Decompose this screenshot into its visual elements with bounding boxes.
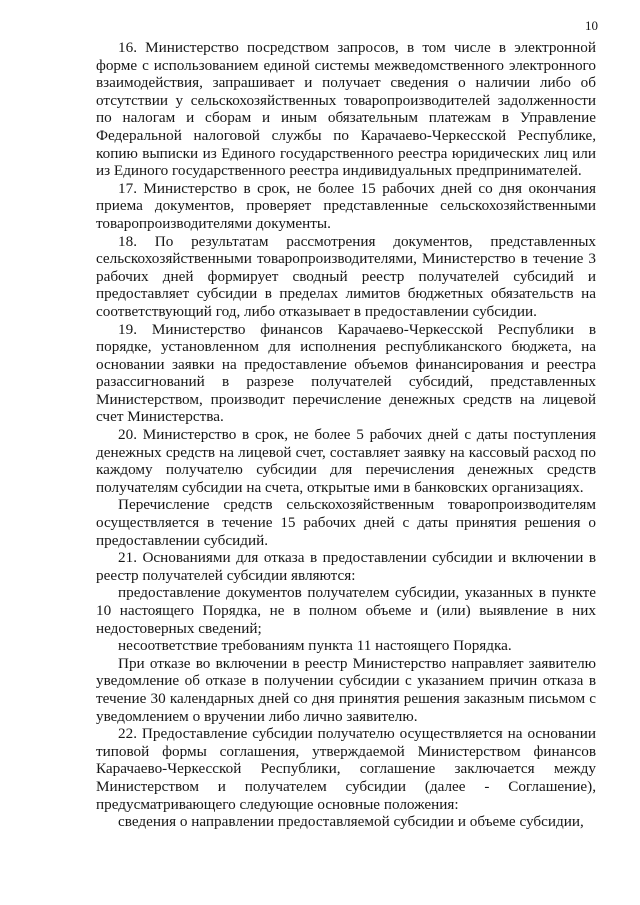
paragraph-21-item-1: предоставление документов получателем субсидии, указанных в пункте 10 настоящего Порядка, не в полном объеме и (или) выявление в них недостоверных сведений; xyxy=(96,584,596,637)
paragraph-19: 19. Министерство финансов Карачаево-Черкесской Республики в порядке, установленном для исполнения республиканского бюджета, на основании заявки на предоставление объемов финансирования и реестра разассигнований в разрезе получателей субсидий, представленных Министерством, производит перечисление денежных средств на лицевой счет Министерства. xyxy=(96,320,596,426)
paragraph-20: 20. Министерство в срок, не более 5 рабочих дней с даты поступления денежных средств на лицевой счет, составляет заявку на кассовый расход по каждому получателю субсидии для перечисления денежных средств получателям субсидии на счета, открытые ими в банковских организациях. xyxy=(96,426,596,496)
paragraph-22-item-1: сведения о направлении предоставляемой субсидии и объеме субсидии, xyxy=(118,813,584,831)
paragraph-22: 22. Предоставление субсидии получателю осуществляется на основании типовой формы соглашения, утверждаемой Министерством финансов Карачаево-Черкесской Республики, соглашение заключается между Министерством и получателем субсидии (далее - Соглашение), предусматривающего следующие основные положения: xyxy=(96,725,596,813)
paragraph-17: 17. Министерство в срок, не более 15 рабочих дней со дня окончания приема документов, проверяет представленные сельскохозяйственными товаропроизводителями документы. xyxy=(96,179,596,232)
paragraph-21-refusal: При отказе во включении в реестр Министерство направляет заявителю уведомление об отказе в получении субсидии с указанием причин отказа в течение 30 календарных дней со дня принятия решения заказным письмом с уведомлением о вручении либо лично заявителю. xyxy=(96,654,596,725)
paragraph-18: 18. По результатам рассмотрения документов, представленных сельскохозяйственными товаропроизводителями, Министерство в течение 3 рабочих дней формирует сводный реестр получателей субсидий и предоставляет субсидии в пределах лимитов бюджетных обязательств на соответствующий год, либо отказывает в предоставлении субсидии. xyxy=(96,232,596,320)
paragraph-21: 21. Основаниями для отказа в предоставлении субсидии и включении в реестр получателей субсидии являются: xyxy=(96,549,596,584)
document-body xyxy=(96,39,596,831)
paragraph-20-transfer: Перечисление средств сельскохозяйственным товаропроизводителям осуществляется в течение 15 рабочих дней с даты принятия решения о предоставлении субсидий. xyxy=(96,496,596,549)
page-number: 10 xyxy=(585,18,598,33)
paragraph-21-item-2: несоответствие требованиям пункта 11 настоящего Порядка. xyxy=(118,637,512,655)
paragraph-16: 16. Министерство посредством запросов, в том числе в электронной форме с использованием единой системы межведомственного электронного взаимодействия, запрашивает и получает сведения о наличии либо об отсутствии у сельскохозяйственных товаропроизводителей задолженности по налогам и сборам и иным обязательным платежам в Управление Федеральной налоговой службы по Карачаево-Черкесской Республике, копию выписки из Единого государственного реестра юридических лиц или из Единого государственного реестра индивидуальных предпринимателей. xyxy=(96,39,596,180)
